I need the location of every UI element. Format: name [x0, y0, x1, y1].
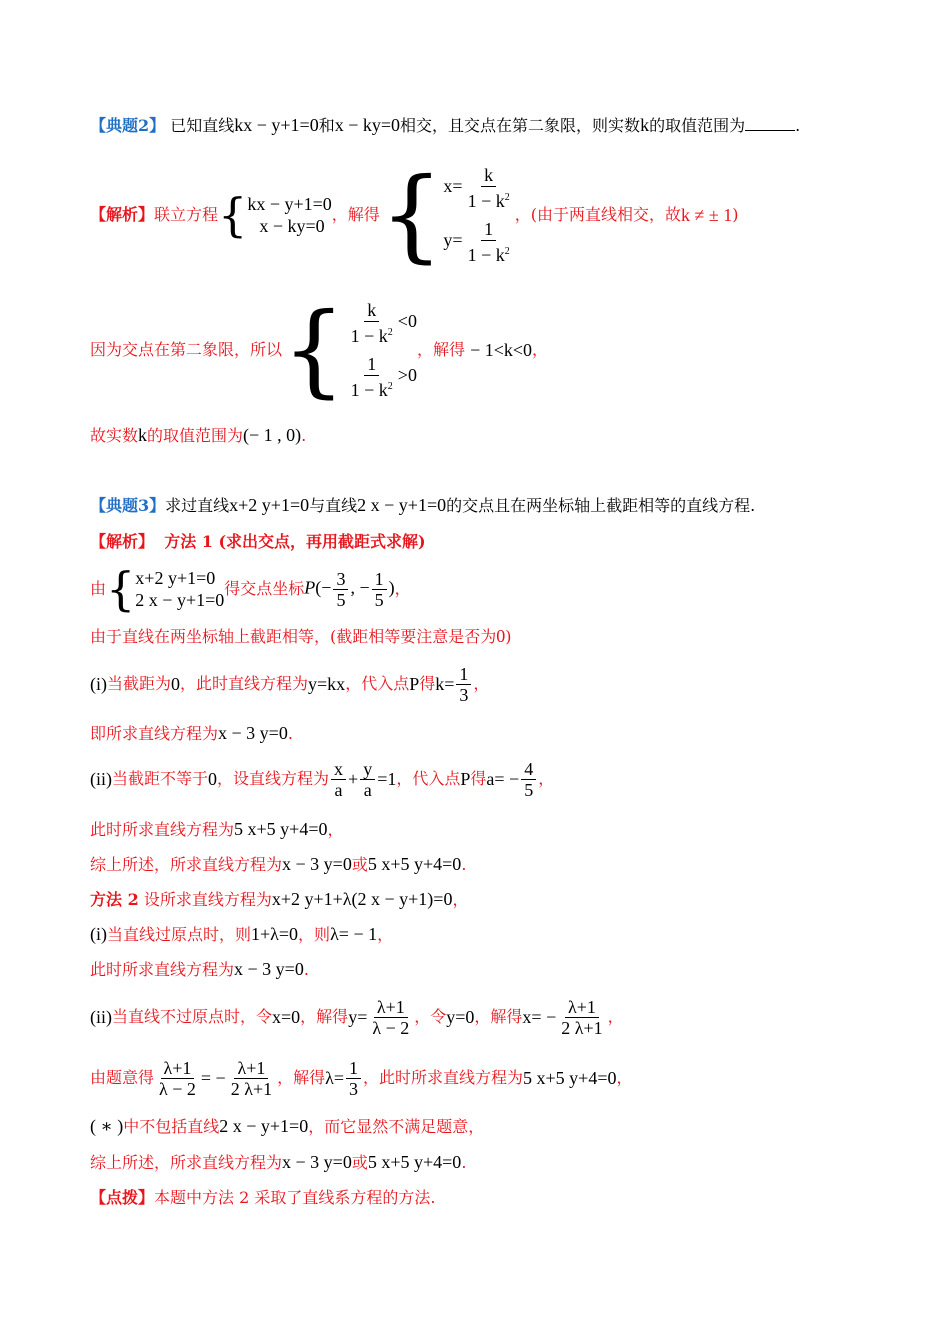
text: ) — [388, 577, 395, 598]
text: ，此时所求直线方程为 — [363, 1068, 524, 1087]
denominator — [465, 187, 513, 212]
numerator: 1 — [364, 353, 379, 376]
text: 1 − k — [350, 380, 388, 400]
left-brace: { — [218, 188, 248, 242]
exponent: 2 — [504, 192, 510, 203]
text: . — [795, 116, 801, 135]
text: . — [461, 855, 467, 874]
case-label: (ii) — [90, 769, 112, 789]
equation: 2 x − y+1=0 — [135, 590, 225, 610]
text: 1 − k — [467, 245, 505, 265]
example3-tag: 【典题3】 — [90, 496, 166, 515]
summary-1 — [90, 853, 466, 876]
numerator: k — [364, 299, 379, 322]
denominator: 5 — [374, 589, 384, 610]
equation: 5 x+5 y+4=0 — [367, 854, 462, 874]
method-title: 方法 1 (求出交点，再用截距式求解) — [164, 532, 426, 551]
text: . — [461, 1153, 467, 1172]
example2-solution-1 — [90, 156, 739, 273]
denominator: a — [334, 779, 343, 800]
denominator: a — [363, 779, 372, 800]
text: 得 — [419, 674, 436, 693]
equation: λ= − 1 — [330, 924, 378, 944]
equation: x=0 — [272, 1007, 301, 1027]
text: ， — [607, 1007, 624, 1026]
equation-system — [106, 562, 225, 616]
equation: x − 3 y=0 — [218, 723, 288, 743]
text: 已知直线 — [170, 116, 235, 135]
left-brace: { — [106, 562, 136, 616]
text: 当直线过原点时，则 — [107, 925, 252, 944]
numerator: 1 — [481, 218, 496, 241]
numerator: 1 — [346, 1058, 361, 1079]
equation: x+2 y+1+λ(2 x − y+1)=0 — [271, 889, 453, 909]
text: 当直线不过原点时，令 — [112, 1007, 273, 1026]
exponent: 2 — [504, 246, 510, 257]
equation: kx − y+1=0 — [247, 194, 332, 214]
equation: x − 3 y=0 — [282, 854, 352, 874]
equation: a= − — [486, 769, 520, 789]
solution-tag: 【解析】 — [90, 532, 155, 551]
denominator: 2 λ+1 — [561, 1017, 603, 1038]
numerator: λ+1 — [374, 997, 408, 1018]
numerator: 1 — [456, 664, 471, 685]
text: 当截距不等于 — [112, 769, 209, 788]
equation: k= — [435, 674, 455, 694]
denominator: λ − 2 — [372, 1017, 410, 1038]
text: 本题中方法 2 采取了直线系方程的方法. — [154, 1188, 436, 1207]
denominator: 2 λ+1 — [230, 1078, 273, 1099]
text: ，解得 — [416, 340, 465, 359]
text: 当截距为 — [107, 674, 172, 693]
text: 综上所述，所求直线方程为 — [90, 1153, 283, 1172]
text: , − — [350, 577, 370, 598]
text: ， — [473, 674, 490, 693]
text: 联立方程 — [154, 205, 219, 224]
text: ， — [538, 769, 555, 788]
case2-result — [90, 818, 344, 841]
number: 0 — [208, 769, 218, 789]
equation: kx − y+1=0 — [234, 115, 319, 135]
denominator — [348, 376, 396, 401]
text: >0 — [397, 365, 417, 386]
numerator: λ+1 — [565, 997, 599, 1018]
operator: + — [348, 769, 359, 789]
equation: y=0 — [446, 1007, 475, 1027]
equation: 5 x+5 y+4=0 — [234, 819, 328, 839]
equation: x+2 y+1=0 — [135, 568, 216, 588]
text: 或 — [351, 855, 368, 874]
equation: 2 x − y+1=0 — [357, 495, 447, 515]
equation: x − ky=0 — [259, 216, 325, 236]
tip-tag: 【点拨】 — [90, 1188, 155, 1207]
text: 求过直线 — [165, 496, 230, 515]
text: 此时所求直线方程为 — [90, 960, 235, 979]
star-label: ( ∗ ) — [90, 1116, 124, 1136]
equation: 2 x − y+1=0 — [219, 1116, 309, 1136]
case-label: (i) — [90, 924, 107, 944]
equation: x − 3 y=0 — [282, 1152, 352, 1172]
text: 故实数 — [90, 426, 139, 445]
case-label: (i) — [90, 674, 107, 694]
method2-line — [90, 888, 468, 911]
text: . — [287, 724, 293, 743]
exponent: 2 — [387, 327, 393, 338]
text: ，代入点 — [396, 769, 461, 788]
star-note — [90, 1115, 484, 1138]
text: ，令 — [414, 1007, 447, 1026]
text: ， — [532, 340, 549, 359]
numerator: 4 — [521, 759, 536, 780]
numerator: 1 — [372, 569, 387, 590]
equation: y= — [348, 1007, 368, 1027]
numerator: 3 — [333, 569, 348, 590]
text: 由于直线在两坐标轴上截距相等，(截距相等要注意是否为 — [90, 627, 497, 646]
text: ，解得 — [300, 1007, 349, 1026]
case1-result — [90, 722, 293, 745]
text: ， — [616, 1068, 633, 1087]
left-brace: { — [379, 156, 444, 273]
method2-case2 — [90, 995, 624, 1039]
text: (− — [315, 577, 332, 598]
text: <0 — [397, 311, 417, 332]
point-label: P — [409, 674, 420, 694]
text: (由于两直线相交，故 — [530, 205, 681, 224]
equation: 5 x+5 y+4=0 — [523, 1068, 617, 1088]
equation: 1+λ=0 — [251, 924, 299, 944]
intercept-note — [90, 625, 512, 648]
operator: = − — [200, 1068, 226, 1088]
denominator — [348, 322, 396, 347]
equation: x= − — [522, 1007, 557, 1027]
text: 由题意得 — [90, 1068, 155, 1087]
x-equals: x= — [443, 176, 463, 197]
equation-system — [218, 188, 332, 242]
equation: 5 x+5 y+4=0 — [367, 1152, 462, 1172]
example3-method1-title — [90, 531, 426, 553]
example3-question — [90, 494, 755, 517]
number: 0 — [171, 674, 181, 694]
text: . — [301, 426, 307, 445]
text: 中不包括直线 — [123, 1117, 220, 1136]
text: ) — [505, 627, 512, 646]
text: 设所求直线方程为 — [143, 890, 272, 909]
denominator: 3 — [349, 1078, 359, 1099]
text: 或 — [351, 1153, 368, 1172]
example2-conclusion — [90, 424, 306, 447]
variable: k — [640, 115, 650, 135]
example2-solution-2 — [90, 291, 549, 408]
text: 综上所述，所求直线方程为 — [90, 855, 283, 874]
text: 得 — [470, 769, 487, 788]
text: 1 − k — [350, 326, 388, 346]
case-label: (ii) — [90, 1007, 112, 1027]
text: 由 — [90, 579, 107, 598]
text: 相交，且交点在第二象限，则实数 — [400, 116, 641, 135]
method-title: 方法 2 — [90, 890, 139, 909]
summary-2 — [90, 1151, 466, 1174]
tip-line — [90, 1187, 435, 1209]
equation: x+2 y+1=0 — [229, 495, 310, 515]
text: . — [303, 960, 309, 979]
equation: − 1<k<0 — [470, 340, 533, 360]
numerator: λ+1 — [234, 1058, 268, 1079]
text: ，解得 — [474, 1007, 523, 1026]
denominator — [465, 241, 513, 266]
denominator: 5 — [524, 779, 534, 800]
text: 的取值范围为 — [147, 426, 244, 445]
y-equals: y= — [443, 230, 463, 251]
text: ，解得 — [277, 1068, 326, 1087]
example2-question — [90, 114, 800, 137]
text: ， — [327, 820, 344, 839]
text: 1 − k — [467, 191, 505, 211]
numerator: x — [331, 759, 346, 780]
text: ，此时直线方程为 — [180, 674, 309, 693]
text: ，解得 — [331, 205, 380, 224]
left-brace: { — [282, 291, 346, 408]
text: ， — [514, 205, 531, 224]
equation: y=kx — [308, 674, 346, 694]
text: 和 — [318, 116, 335, 135]
equation: λ= — [325, 1068, 345, 1088]
point-label: P — [460, 769, 471, 789]
numerator: y — [360, 759, 375, 780]
number: 0 — [496, 626, 506, 646]
numerator: λ+1 — [161, 1058, 195, 1079]
text: ) — [732, 205, 739, 224]
text: ，设直线方程为 — [217, 769, 330, 788]
text: ，代入点 — [345, 674, 410, 693]
text: ，而它显然不满足题意， — [308, 1117, 485, 1136]
text: ， — [394, 579, 411, 598]
text: 得交点坐标 — [224, 579, 305, 598]
solution-tag: 【解析】 — [90, 205, 155, 224]
denominator: λ − 2 — [159, 1078, 196, 1099]
text: 此时所求直线方程为 — [90, 820, 235, 839]
denominator: 5 — [336, 589, 346, 610]
text: ，则 — [298, 925, 331, 944]
text: 的交点且在两坐标轴上截距相等的直线方程. — [446, 496, 756, 515]
equation: (− 1 , 0) — [243, 425, 302, 445]
case1-line — [90, 662, 489, 706]
method2-case1 — [90, 923, 393, 946]
equation: =1 — [377, 769, 397, 789]
method2-equation — [90, 1056, 633, 1100]
variable: k — [138, 425, 148, 445]
text: ， — [377, 925, 394, 944]
equation: x − ky=0 — [334, 115, 401, 135]
method2-case1-result — [90, 958, 309, 981]
denominator: 3 — [459, 684, 469, 705]
intersection-line — [90, 562, 411, 616]
solution-system — [379, 156, 515, 273]
equation: x − 3 y=0 — [234, 959, 304, 979]
exponent: 2 — [387, 381, 393, 392]
text: 的取值范围为 — [649, 116, 746, 135]
inequality-system — [282, 291, 417, 408]
equation: k ≠ ± 1 — [681, 205, 733, 225]
text: ， — [452, 890, 469, 909]
point-label: P — [304, 577, 316, 598]
text: 因为交点在第二象限，所以 — [90, 340, 283, 359]
case2-line — [90, 757, 554, 801]
example2-tag: 【典题2】 — [90, 116, 166, 135]
numerator: k — [481, 164, 496, 187]
text: 与直线 — [309, 496, 358, 515]
text: 即所求直线方程为 — [90, 724, 219, 743]
answer-blank — [745, 116, 795, 131]
